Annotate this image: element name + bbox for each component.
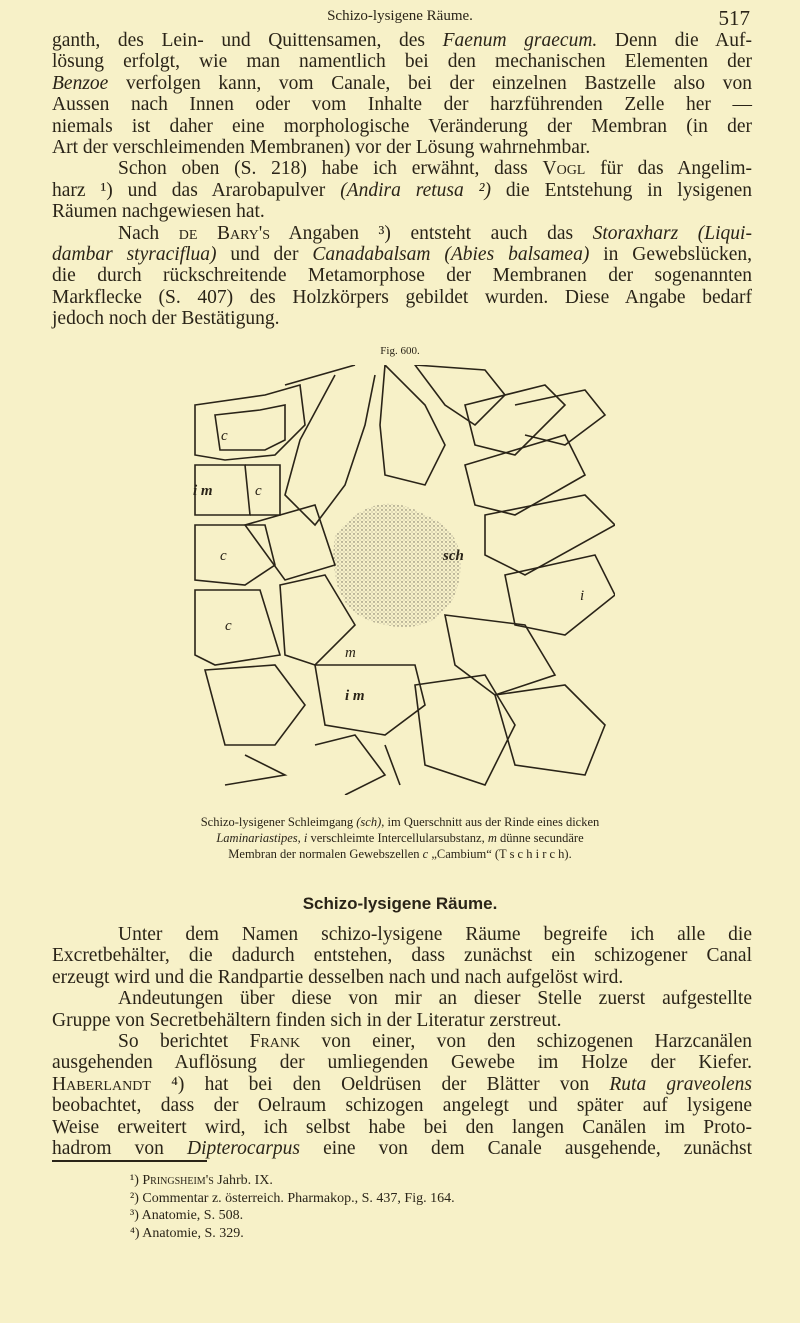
small-caps-text: Frank [249,1030,301,1052]
text-run: lösung erfolgt, wie man namentlich bei den mechanischen Elementen der [52,51,752,73]
text-run: niemals ist daher eine morphologische Veränderung der Membran (in der [52,115,752,137]
label-c: c [255,483,262,499]
text-run: Art der verschleimenden Membranen) vor der Lösung wahrnehmbar. [52,136,591,158]
text-line [52,1074,752,1095]
text-line [52,287,752,308]
text-run: die Entstehung in lysigenen [491,179,753,201]
footnote [130,1225,455,1243]
label-c: c [220,548,227,564]
text-run: Angaben ³) entsteht auch das [270,222,593,244]
text-line [52,201,752,222]
footnote [130,1172,455,1190]
italic-text: Canadabalsam (Abies balsamea) [312,243,590,265]
text-run: Aussen nach Innen oder vom Inhalte der harzführenden Zelle her — [52,94,752,116]
text-run: Nach [118,222,179,244]
label-sch: sch [443,548,464,564]
small-caps-text: Vogl [542,158,586,180]
text-line [52,945,752,966]
italic-text: (Andira retusa ²) [340,179,491,201]
italic-text: Storaxharz (Liqui- [592,222,752,244]
page-number: 517 [718,6,750,30]
text-line [52,94,752,115]
text-run: ganth, des Lein- und Quittensamen, des [52,30,443,51]
text-line [52,137,752,158]
italic-text: (sch) [356,815,382,829]
text-run: harz ¹) und das Ararobapulver [52,179,341,201]
text-run: ausgehenden Auflösung der umliegenden Gewebe im Holze der Kiefer. [52,1052,752,1074]
text-run: Jahrb. IX. [213,1173,273,1188]
text-run: Markflecke (S. 407) des Holzkörpers gebildet wurden. Diese Angabe bedarf [52,286,752,308]
label-m: m [345,645,356,661]
label-c: c [221,428,228,444]
text-run: ²) Commentar z. österreich. Pharmakop., S. 437, Fig. 164. [130,1190,455,1206]
section-heading: Schizo-lysigene Räume. [302,894,498,913]
text-run: Räumen nachgewiesen hat. [52,201,265,223]
text-run: Schizo-lysigener Schleimgang [200,815,357,829]
text-line [52,1052,752,1073]
text-run: Denn die Auf- [597,30,752,51]
footnote [130,1207,455,1225]
italic-text: m [487,831,497,845]
text-run: Membran der normalen Gewebszellen [228,847,423,861]
figure-cross-section [185,365,615,795]
text-run: Andeutungen über diese von mir an dieser Stelle zuerst aufgestellte [118,988,752,1010]
text-run: ⁴) Anatomie, S. 329. [130,1225,244,1241]
text-run: „Cambium“ (T s c h i r c h). [428,847,572,861]
label-im: i m [193,483,213,499]
text-line [52,1138,752,1159]
text-run: dünne secundäre [496,831,584,845]
small-caps-text: Haberlandt [52,1073,151,1095]
text-line [52,1117,752,1138]
label-i: i [580,588,585,604]
text-line [52,223,752,244]
text-line [52,158,752,179]
text-line [52,1010,752,1031]
text-run: So berichtet [118,1030,250,1052]
text-run: Gruppe von Secretbehältern finden sich in der Literatur zerstreut. [52,1009,562,1031]
italic-text: c [422,847,429,861]
text-line [52,30,752,51]
figure-caption [100,814,700,862]
italic-text: i [303,831,308,845]
italic-text: Laminariastipes [216,831,298,845]
text-line [52,924,752,945]
caption-line [100,830,700,846]
text-run: von einer, von den schizogenen Harzcanälen [300,1030,752,1052]
text-run: verfolgen kann, vom Canale, bei der einzelnen Bastzelle also von [108,72,752,94]
small-caps-text: Pringsheim's [142,1173,214,1188]
text-run: verschleimte Intercellularsubstanz, [307,831,488,845]
text-run: Schon oben (S. 218) habe ich erwähnt, dass [118,158,543,180]
text-line [52,1095,752,1116]
text-line [52,244,752,265]
text-run: Unter dem Namen schizo-lysigene Räume begreife ich alle die [118,924,752,945]
text-line [52,1031,752,1052]
text-line [52,967,752,988]
text-run: jedoch noch der Bestätigung. [52,308,280,330]
text-line [52,265,752,286]
small-caps-text: de Bary's [178,222,271,244]
italic-text: Benzoe [52,72,109,94]
text-run: Weise erweitert wird, ich selbst habe bei den langen Canälen im Proto- [52,1116,752,1138]
italic-text: Ruta graveolens [609,1073,752,1095]
text-run: ³) Anatomie, S. 508. [130,1208,244,1223]
text-run: die durch rückschreitende Metamorphose der Membranen der sogenannten [52,265,752,287]
text-run: Excretbehälter, die dadurch entstehen, dass zunächst ein schizogener Canal [52,945,752,967]
footnote [130,1190,455,1208]
text-run: in Gewebslücken, [589,243,752,265]
text-run: eine von dem Canale ausgehende, zunächst [300,1137,752,1159]
body-text-top [52,30,752,329]
label-im: i m [345,688,365,704]
text-run: für das Angelim- [585,158,752,180]
text-line [52,180,752,201]
text-run: ⁴) hat bei den Oeldrüsen der Blätter von [150,1073,610,1095]
text-run: erzeugt wird und die Randpartie desselben nach und nach aufgelöst wird. [52,966,624,988]
mucilage-canal [334,504,461,627]
italic-text: dambar styraciflua) [52,243,217,265]
text-run: beobachtet, dass der Oelraum schizogen angelegt und später auf lysigene [52,1095,752,1117]
text-run: und der [216,243,313,265]
text-run: , im Querschnitt aus der Rinde eines dicken [381,815,600,829]
text-line [52,308,752,329]
italic-text: Faenum graecum. [442,30,598,51]
text-line [52,116,752,137]
body-text-bottom [52,924,752,1159]
figure-label: Fig. 600. [380,345,420,357]
caption-line [100,846,700,862]
text-line [52,51,752,72]
text-line [52,73,752,94]
text-run: ¹) [130,1173,143,1188]
italic-text: Dipterocarpus [186,1137,301,1159]
text-run: hadrom von [52,1137,187,1159]
text-line [52,988,752,1009]
footnote-rule [52,1160,207,1162]
label-c: c [225,618,232,634]
text-run: , [297,831,304,845]
caption-line [100,814,700,830]
running-head: Schizo-lysigene Räume. [327,8,473,24]
footnotes [130,1172,455,1242]
